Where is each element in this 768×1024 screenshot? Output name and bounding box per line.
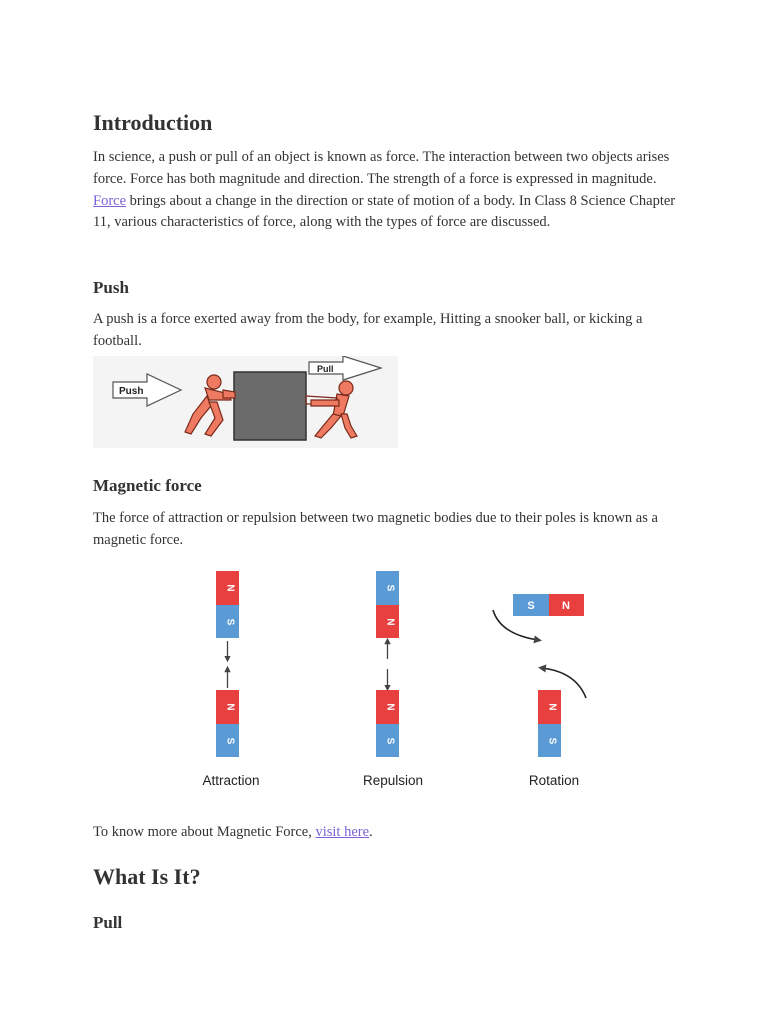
rotation-magnets xyxy=(493,594,586,757)
push-heading: Push xyxy=(93,278,129,297)
more-suffix: . xyxy=(369,824,373,840)
magnetic-heading: Magnetic force xyxy=(93,476,202,495)
intro-paragraph xyxy=(93,147,678,234)
intro-heading: Introduction xyxy=(93,110,213,135)
push-paragraph: A push is a force exerted away from the body, for example, Hitting a snooker ball, or kicking a football. xyxy=(93,311,643,349)
caption-repulsion: Repulsion xyxy=(362,773,424,788)
magnet-pole-s: S xyxy=(384,737,396,745)
box-icon xyxy=(234,372,306,440)
intro-text-2: brings about a change in the direction or state of motion of a body. In Class 8 Science Chapter 11, various characteristics of force, along with the types of force are discussed. xyxy=(93,192,676,231)
more-prefix: To know more about Magnetic Force, xyxy=(93,824,316,840)
pull-label: Pull xyxy=(317,364,334,374)
magnets-illustration xyxy=(150,566,620,796)
magnet-pole-n: N xyxy=(546,703,558,711)
magnet-pole-s: S xyxy=(224,737,236,745)
magnetic-more-paragraph xyxy=(93,822,678,844)
magnet-pole-n: N xyxy=(562,600,570,612)
magnet-pole-n: N xyxy=(384,703,396,711)
magnet-pole-s: S xyxy=(384,584,396,592)
magnet-pole-s: S xyxy=(546,737,558,745)
magnet-pole-n: N xyxy=(224,703,236,711)
magnet-pole-n: N xyxy=(384,618,396,626)
what-is-it-heading: What Is It? xyxy=(93,864,201,889)
attraction-magnets xyxy=(216,571,239,757)
caption-rotation: Rotation xyxy=(528,773,580,788)
caption-attraction: Attraction xyxy=(202,773,260,788)
intro-text-1: In science, a push or pull of an object is known as force. The interaction between two objects arises force. Force has both magnitude and direction. The strength of a force is expressed in magnitude. xyxy=(93,149,670,187)
magnet-pole-n: N xyxy=(224,584,236,592)
magnetic-paragraph: The force of attraction or repulsion between two magnetic bodies due to their poles is known as a magnetic force. xyxy=(93,510,658,548)
magnet-pole-s: S xyxy=(527,600,535,612)
push-label: Push xyxy=(119,386,144,397)
force-link[interactable]: Force xyxy=(93,192,127,209)
visit-here-link[interactable]: visit here xyxy=(315,824,370,840)
push-pull-illustration xyxy=(93,356,398,448)
pull-heading: Pull xyxy=(93,913,123,932)
repulsion-magnets xyxy=(376,571,399,757)
magnet-pole-s: S xyxy=(224,618,236,626)
